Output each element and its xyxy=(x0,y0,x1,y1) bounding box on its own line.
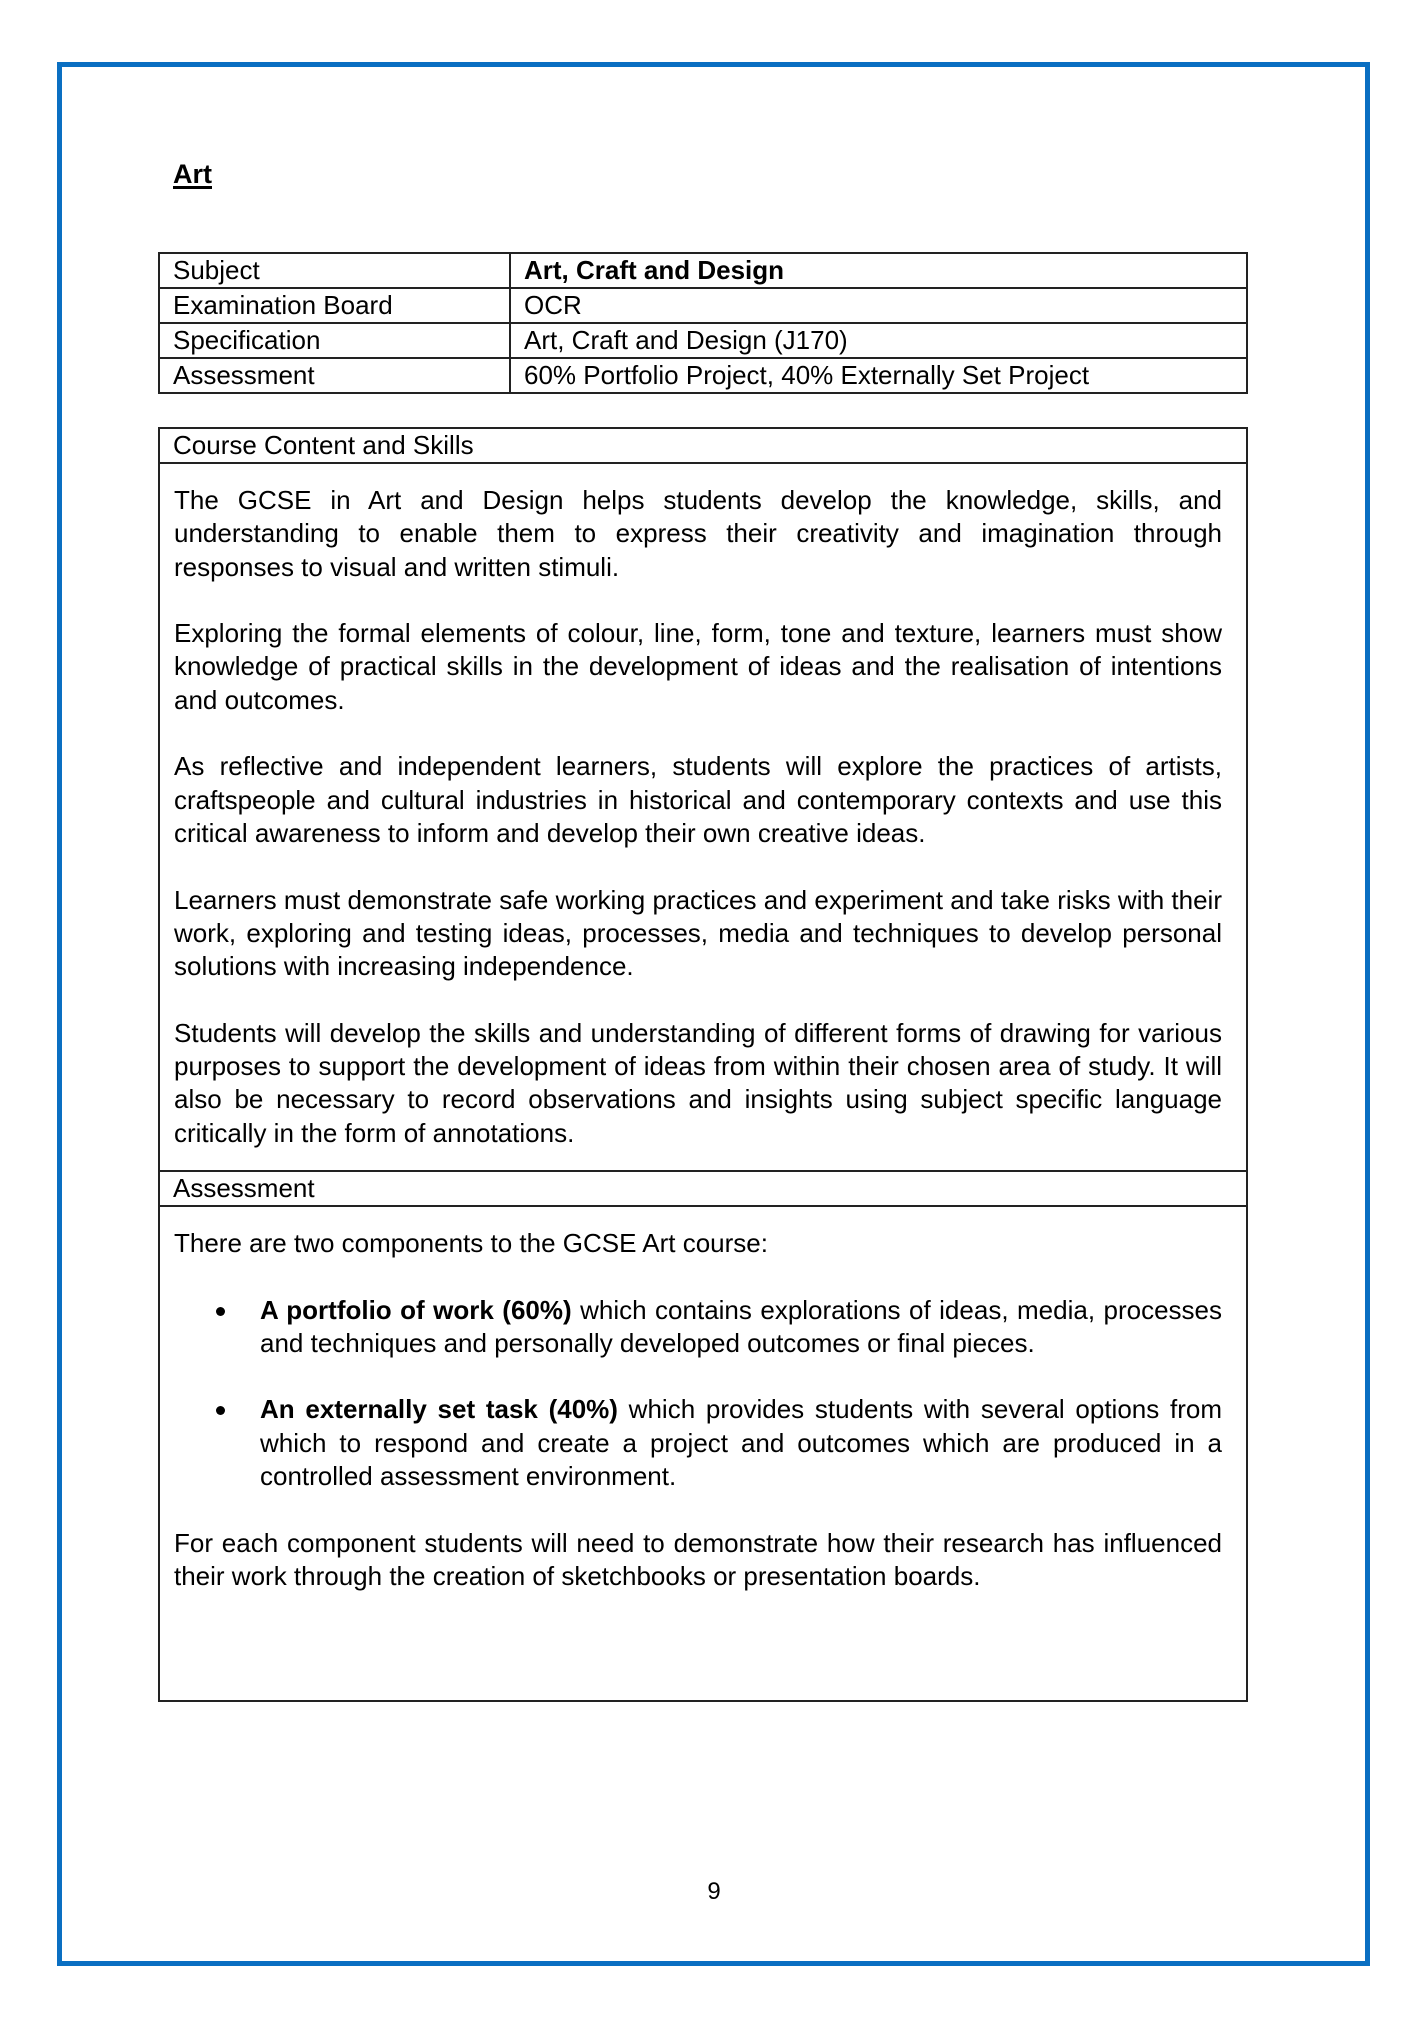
assessment-heading: Assessment xyxy=(160,1170,1246,1207)
assessment-body xyxy=(160,1207,1246,1593)
row-label: Subject xyxy=(159,253,510,288)
page-title: Art xyxy=(173,159,212,189)
page-number: 9 xyxy=(707,1878,721,1905)
table-row xyxy=(159,253,1247,288)
component-description: which provides students with several options from which to respond and create a project and outcomes which are produced in a controlled assessment environment. xyxy=(260,1394,1222,1492)
component-list xyxy=(174,1294,1222,1494)
assessment-intro: There are two components to the GCSE Art course: xyxy=(174,1227,768,1258)
paragraph: The GCSE in Art and Design helps students develop the knowledge, skills, and understanding to enable them to express their creativity and imagination through responses to visual and written stimuli. xyxy=(174,485,1222,582)
course-content-body xyxy=(160,464,1246,1150)
row-value: Art, Craft and Design (J170) xyxy=(510,323,1247,358)
assessment-closing: For each component students will need to demonstrate how their research has influenced their work through the creation of sketchbooks or presentation boards. xyxy=(174,1527,1222,1591)
row-label: Specification xyxy=(159,323,510,358)
subject-info-table xyxy=(158,252,1248,394)
component-description: which contains explorations of ideas, media, processes and techniques and personally developed outcomes or final pieces. xyxy=(260,1294,1222,1358)
component-title: An externally set task (40%) xyxy=(260,1394,618,1425)
row-value: 60% Portfolio Project, 40% Externally Set Project xyxy=(510,358,1247,393)
list-item xyxy=(174,1393,1222,1493)
paragraph: Exploring the formal elements of colour, line, form, tone and texture, learners must show knowledge of practical skills in the development of ideas and the realisation of intentions and outcomes. xyxy=(174,618,1222,715)
row-label: Assessment xyxy=(159,358,510,393)
paragraph: As reflective and independent learners, students will explore the practices of artists, craftspeople and cultural industries in historical and contemporary contexts and use this critical awareness to inform and develop their own creative ideas. xyxy=(174,751,1222,848)
table-row xyxy=(159,358,1247,393)
component-title: A portfolio of work (60%) xyxy=(260,1294,572,1325)
list-item xyxy=(174,1294,1222,1361)
paragraph: Learners must demonstrate safe working practices and experiment and take risks with their work, exploring and testing ideas, processes, media and techniques to develop personal solutions with increasing independence. xyxy=(174,884,1222,982)
bullet-icon xyxy=(216,1307,225,1316)
row-value: Art, Craft and Design xyxy=(510,253,1247,288)
table-row xyxy=(159,323,1247,358)
bullet-icon xyxy=(216,1406,225,1415)
table-row xyxy=(159,288,1247,323)
paragraph: Students will develop the skills and understanding of different forms of drawing for various purposes to support the development of ideas from within their chosen area of study. It will also be necessary to record observations and insights using subject specific language critically in the form of annotations. xyxy=(174,1017,1222,1148)
course-details-box xyxy=(158,427,1248,1702)
row-value: OCR xyxy=(510,288,1247,323)
row-label: Examination Board xyxy=(159,288,510,323)
course-content-heading: Course Content and Skills xyxy=(160,429,1246,464)
